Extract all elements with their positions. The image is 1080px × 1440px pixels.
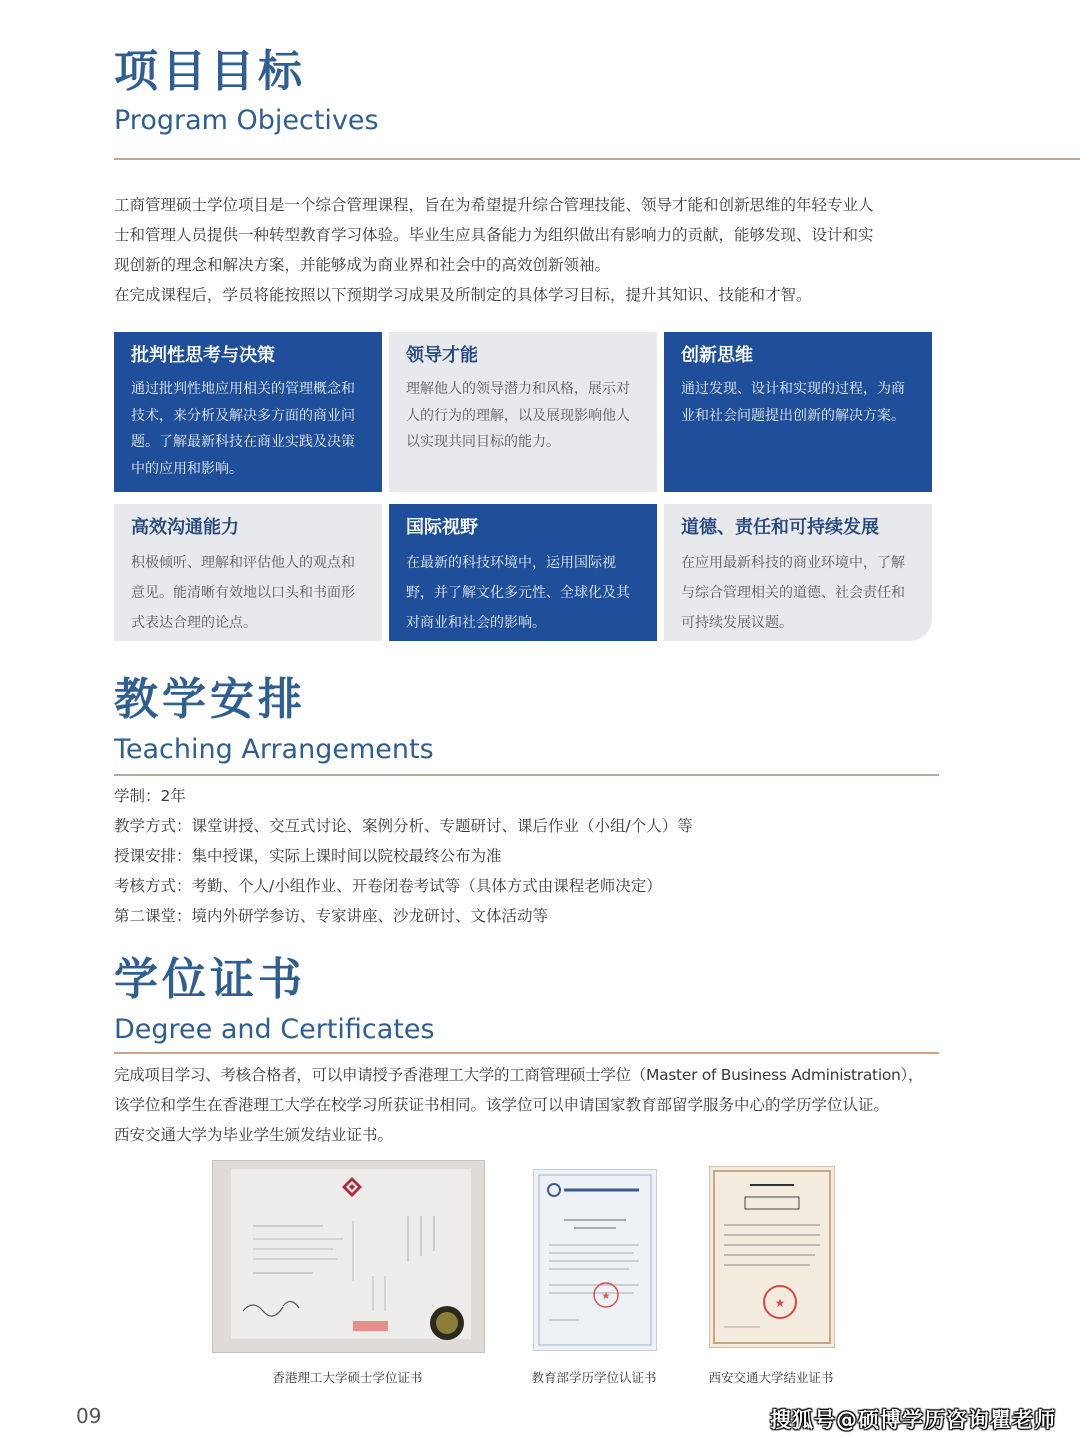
- svg-text:★: ★: [774, 1296, 786, 1310]
- degree-title-en: Degree and Certificates: [114, 1014, 435, 1045]
- card-line: 以实现共同目标的能力。: [406, 434, 560, 450]
- degree-title-cn: 学位证书: [114, 954, 306, 1005]
- teaching-list: [114, 781, 944, 931]
- certificate-caption: 教育部学历学位认证书: [531, 1370, 657, 1385]
- card-body: [681, 376, 916, 429]
- page-number: 09: [76, 1404, 102, 1428]
- card-title: 国际视野: [406, 517, 478, 538]
- objective-card-critical-thinking: [114, 332, 382, 492]
- section-divider: [114, 158, 1080, 160]
- card-title: 创新思维: [681, 345, 753, 366]
- card-line: 野，并了解文化多元性、全球化及其: [406, 585, 630, 601]
- certificate-illustration: [213, 1161, 484, 1352]
- certificate-caption: 西安交通大学结业证书: [708, 1370, 834, 1385]
- xjtu-completion-certificate-image: [709, 1166, 835, 1348]
- teaching-item: 教学方式：课堂讲授、交互式讨论、案例分析、专题研讨、课后作业（小组/个人）等: [114, 817, 693, 835]
- polyu-degree-certificate-image: [212, 1160, 485, 1353]
- teaching-title-cn: 教学安排: [114, 674, 306, 725]
- card-line: 对商业和社会的影响。: [406, 615, 546, 631]
- degree-line: 该学位和学生在香港理工大学在校学习所获证书相同。该学位可以申请国家教育部留学服务中心的学历学位认证。: [114, 1096, 890, 1114]
- objectives-title-cn: 项目目标: [114, 46, 306, 97]
- objectives-title-en: Program Objectives: [114, 105, 379, 136]
- section-divider: [114, 774, 939, 776]
- card-body: [406, 548, 641, 638]
- card-title: 道德、责任和可持续发展: [681, 517, 879, 538]
- teaching-item: 第二课堂：境内外研学参访、专家讲座、沙龙研讨、文体活动等: [114, 907, 549, 925]
- card-line: 业和社会问题提出创新的解决方案。: [681, 407, 905, 424]
- svg-text:★: ★: [601, 1291, 611, 1302]
- certificate-caption: 香港理工大学硕士学位证书: [272, 1370, 423, 1385]
- card-body: [131, 376, 366, 482]
- intro-line: 在完成课程后，学员将能按照以下预期学习成果及所制定的具体学习目标，提升其知识、技能和才智。: [114, 286, 812, 304]
- teaching-title-en: Teaching Arrangements: [114, 734, 434, 765]
- card-line: 在最新的科技环境中，运用国际视: [406, 555, 616, 571]
- section-divider: [114, 1052, 939, 1054]
- teaching-item: 授课安排：集中授课，实际上课时间以院校最终公布为准: [114, 847, 502, 865]
- card-line: 技术，来分析及解决多方面的商业问: [131, 407, 355, 424]
- objectives-intro: [114, 190, 954, 310]
- objective-card-leadership: [389, 332, 657, 492]
- card-body: [681, 548, 916, 638]
- objectives-card-grid: [114, 332, 932, 641]
- objective-card-innovation: [664, 332, 932, 492]
- card-body: [131, 548, 366, 638]
- intro-line: 现创新的理念和解决方案，并能够成为商业界和社会中的高效创新领袖。: [114, 256, 611, 274]
- card-title: 批判性思考与决策: [131, 345, 275, 366]
- card-line: 中的应用和影响。: [131, 460, 243, 477]
- objective-card-ethics: [664, 504, 932, 641]
- card-line: 与综合管理相关的道德、社会责任和: [681, 585, 905, 601]
- card-line: 题。了解最新科技在商业实践及决策: [131, 434, 355, 450]
- intro-line: 工商管理硕士学位项目是一个综合管理课程，旨在为希望提升综合管理技能、领导才能和创新思维的年轻专业人: [114, 196, 874, 214]
- card-line: 积极倾听、理解和评估他人的观点和: [131, 555, 355, 571]
- card-line: 人的行为的理解，以及展现影响他人: [406, 407, 630, 424]
- card-line: 式表达合理的论点。: [131, 615, 257, 631]
- card-line: 可持续发展议题。: [681, 615, 793, 631]
- degree-line: 西安交通大学为毕业学生颁发结业证书。: [114, 1126, 394, 1144]
- card-line: 通过批判性地应用相关的管理概念和: [131, 381, 355, 397]
- card-line: 通过发现、设计和实现的过程，为商: [681, 381, 905, 397]
- degree-line: 完成项目学习、考核合格者，可以申请授予香港理工大学的工商管理硕士学位（Master of Business Administration），: [114, 1066, 924, 1084]
- card-line: 理解他人的领导潜力和风格，展示对: [406, 381, 630, 397]
- degree-intro: [114, 1060, 964, 1150]
- teaching-item: 学制：2年: [114, 787, 186, 805]
- card-title: 领导才能: [406, 345, 478, 366]
- card-line: 在应用最新科技的商业环境中，了解: [681, 555, 905, 571]
- teaching-item: 考核方式：考勤、个人/小组作业、开卷闭卷考试等（具体方式由课程老师决定）: [114, 877, 662, 895]
- card-line: 意见。能清晰有效地以口头和书面形: [131, 585, 355, 601]
- intro-line: 士和管理人员提供一种转型教育学习体验。毕业生应具备能力为组织做出有影响力的贡献，能够发现、设计和实: [114, 226, 874, 244]
- objective-card-communication: [114, 504, 382, 641]
- objective-card-global-vision: [389, 504, 657, 641]
- card-body: [406, 376, 641, 456]
- card-title: 高效沟通能力: [131, 517, 239, 538]
- certificate-illustration: [710, 1167, 834, 1347]
- certificate-illustration: [534, 1170, 656, 1350]
- moe-certificate-image: [533, 1169, 657, 1351]
- watermark: 搜狐号@硕博学历咨询瞿老师: [770, 1408, 1056, 1432]
